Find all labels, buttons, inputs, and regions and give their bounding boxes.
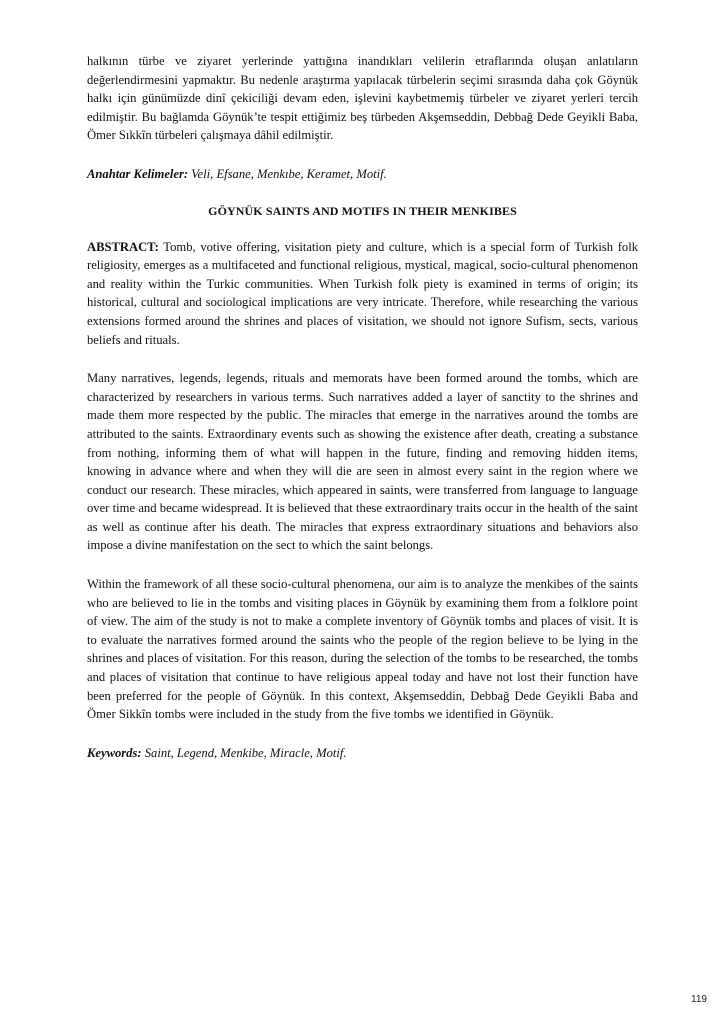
turkish-keywords [87,165,638,184]
turkish-abstract-paragraph: halkının türbe ve ziyaret yerlerinde yattığına inandıkları velilerin etraflarında oluşan anlatıların değerlendirmesini yapmaktır. Bu nedenle araştırma yapılacak türbelerin seçimi sırasında daha çok Göynük halkı için günümüzde dinî çekiciliği devam eden, işlevini kaybetmemiş türbeler ve ziyaret yerleri tercih edilmiştir. Bu bağlamda Göynük’te tespit ettiğimiz beş türbeden Akşemseddin, Debbağ Dede Geyikli Baba, Ömer Sıkkîn türbeleri çalışmaya dâhil edilmiştir. [87,54,638,143]
document-page [87,52,638,762]
abstract-label: ABSTRACT: [87,239,159,254]
abstract-text: Tomb, votive offering, visitation piety and culture, which is a special form of Turkish folk religiosity, emerges as a multifaceted and functional religious, mystical, magical, socio-cultural phenomenon and reality within the Turkic communities. When Turkish folk piety is examined in terms of origin; its historical, cultural and sociological implications are very intricate. Therefore, while researching the various extensions formed around the shrines and places of visitation, we should not ignore Sufism, sects, various beliefs and rituals. [87,239,638,347]
english-keywords-text: Saint, Legend, Menkibe, Miracle, Motif. [141,745,347,760]
body-paragraph-3: Within the framework of all these socio-cultural phenomena, our aim is to analyze the menkibes of the saints who are believed to lie in the tombs and visiting places in Göynük by examining them from a folklore point of view. The aim of the study is not to make a complete inventory of Göynük tombs and places of visit. It is to evaluate the narratives formed around the saints who the people of the region believe to be lying in the shrines and places of visitation. For this reason, during the selection of the tombs to be researched, the tombs and places of visitation that continue to have religious appeal today and have not lost their function have been preferred for the people of Göynük. In this context, Akşemseddin, Debbağ Dede Geyikli Baba and Ömer Sikkîn tombs were included in the study from the five tombs we identified in Göynük. [87,577,638,722]
body-paragraph-2: Many narratives, legends, legends, rituals and memorats have been formed around the tombs, which are characterized by researchers in various terms. Such narratives added a layer of sanctity to the shrines and made them more respected by the public. The miracles that emerge in the narratives around the tombs are attributed to the saints. Extraordinary events such as showing the existence after death, creating a substance from nothing, informing them of what will happen in the future, finding and removing hidden items, knowing in advance where and when they will die are seen in almost every saint in the region where we conduct our research. These miracles, which appeared in saints, were transferred from language to language over time and became widespread. It is believed that these extraordinary traits occur in the health of the saint as well as continue after his death. The miracles that express extraordinary situations and behaviors also impose a divine manifestation on the sect to which the saint belongs. [87,371,638,553]
english-title: GÖYNÜK SAINTS AND MOTIFS IN THEIR MENKIBES [208,203,517,218]
abstract-paragraph [87,238,638,350]
turkish-keywords-text: Veli, Efsane, Menkıbe, Keramet, Motif. [188,166,387,181]
english-keywords [87,744,638,763]
turkish-keywords-label: Anahtar Kelimeler: [87,166,189,181]
page-number: 119 [691,994,707,1005]
english-keywords-label: Keywords: [87,745,142,760]
